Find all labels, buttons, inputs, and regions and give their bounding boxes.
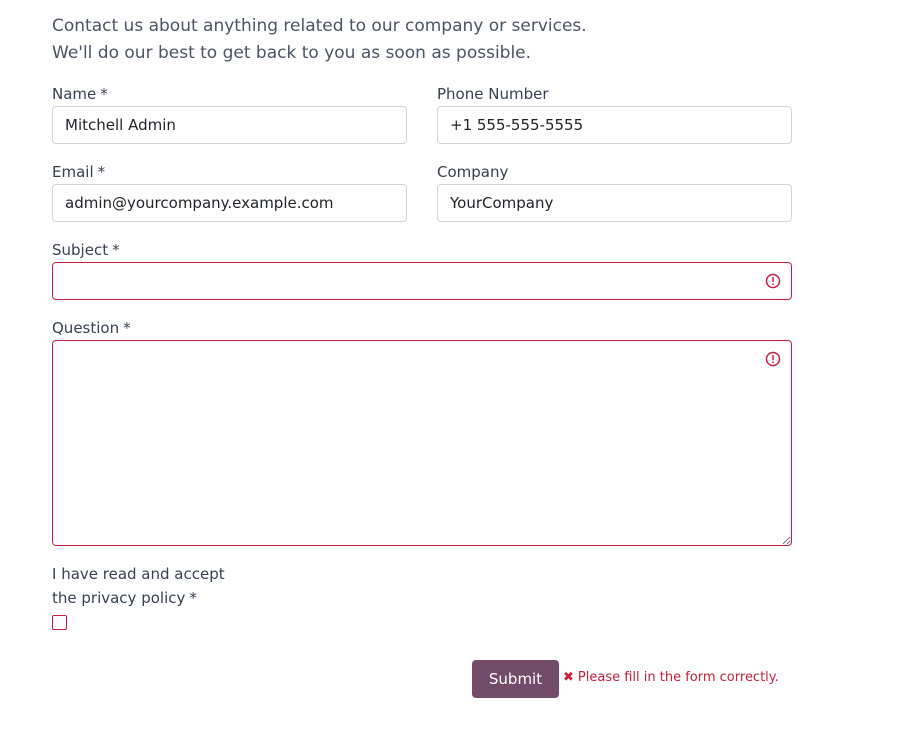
name-required-mark: * [100,85,108,103]
company-input[interactable] [437,184,792,222]
email-label-text: Email [52,163,94,181]
intro-line-2: We'll do our best to get back to you as soon as possible. [52,43,532,63]
error-x-icon: ✖ [563,670,574,685]
email-input[interactable] [52,184,407,222]
email-label [52,162,105,182]
subject-error-icon [765,273,781,289]
phone-label-text: Phone Number [437,85,549,103]
question-error-icon [765,351,781,367]
privacy-label-line-1 [52,564,225,584]
phone-label [437,84,549,104]
name-input[interactable] [52,106,407,144]
intro-line-1: Contact us about anything related to our company or services. [52,16,587,36]
question-textarea[interactable] [52,340,792,546]
question-label [52,318,131,338]
subject-input[interactable] [52,262,792,300]
privacy-label-text-2: the privacy policy [52,589,186,607]
subject-label [52,240,120,260]
name-label-text: Name [52,85,97,103]
name-label [52,84,108,104]
question-label-text: Question [52,319,120,337]
submit-button[interactable]: Submit [472,660,559,698]
company-label-text: Company [437,163,509,181]
email-required-mark: * [97,163,106,181]
intro-text [52,13,587,67]
privacy-checkbox[interactable] [52,615,67,630]
subject-required-mark: * [112,241,120,259]
company-label [437,162,508,182]
question-required-mark: * [123,319,131,337]
subject-label-text: Subject [52,241,109,259]
privacy-label-text-1: I have read and accept [52,565,225,583]
phone-input[interactable] [437,106,792,144]
privacy-required-mark: * [189,589,197,607]
form-error-text: Please fill in the form correctly. [577,670,779,685]
privacy-label-line-2 [52,588,197,608]
form-error-message [563,669,779,687]
